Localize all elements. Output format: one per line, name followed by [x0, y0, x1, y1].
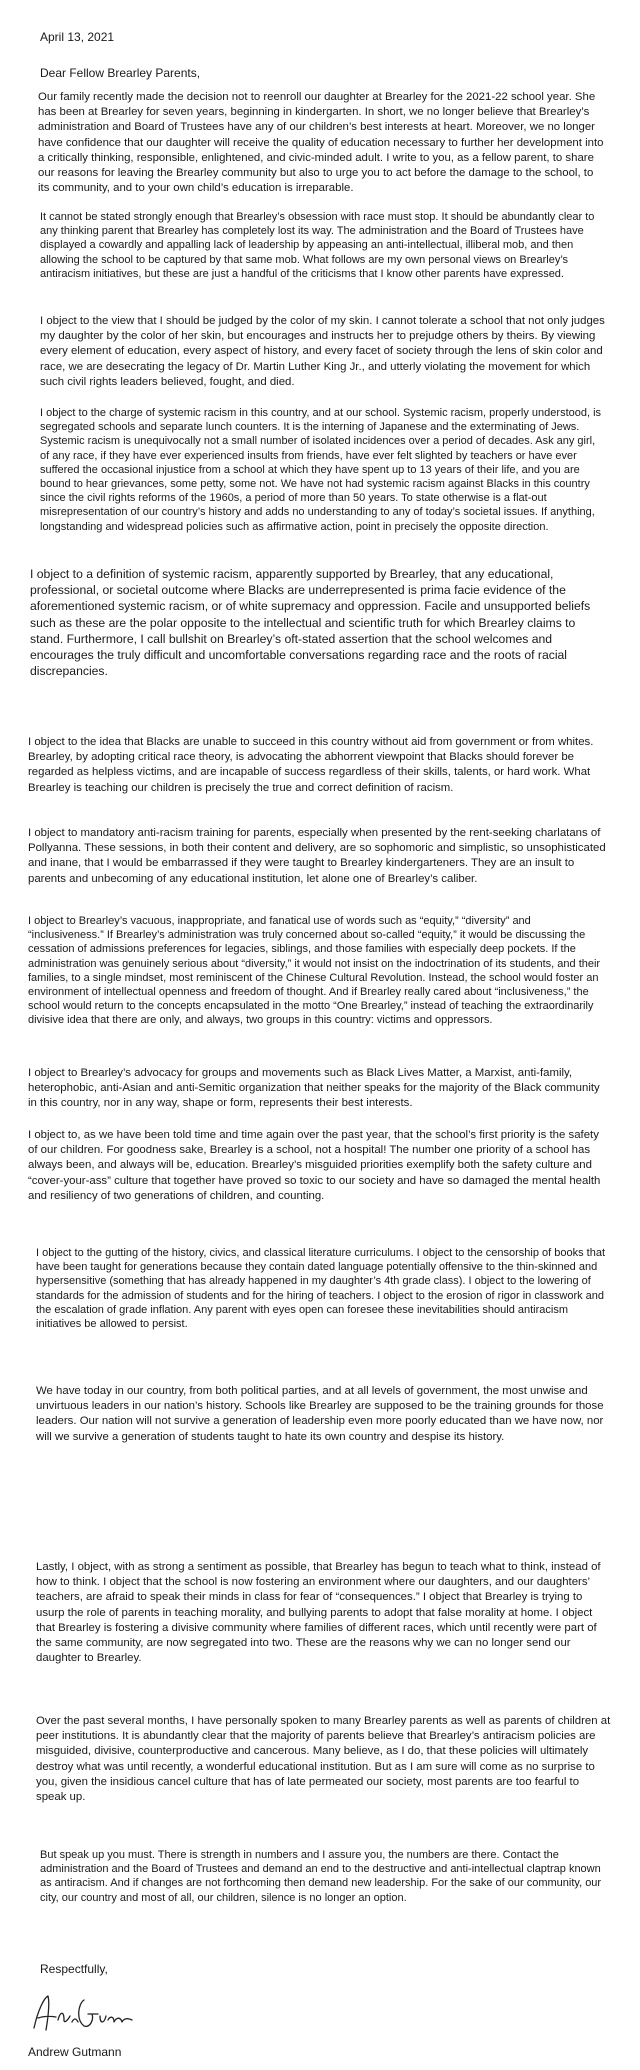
- paragraph-3: I object to the view that I should be judged by the color of my skin. I cannot tolerate a school that not only judges my daughter by the color of her skin, but encourages and instructs her to prejudge others by theirs. By viewing every element of education, every aspect of history, and every facet of society through the lens of skin color and race, we are desecrating the legacy of Dr. Martin Luther King Jr., and utterly violating the movement for which such civil rights leaders believed, fought, and died.: [40, 315, 605, 388]
- paragraph-8: I object to Brearley’s vacuous, inappropriate, and fanatical use of words such as “equity,” “diversity” and “inclusiveness.” If Brearley’s administration was truly concerned about so-called “equity,” it would be discussing the cessation of admissions preferences for legacies, siblings, and those families with especially deep pockets. If the administration was genuinely serious about “diversity,” it would not insist on the indoctrination of its students, and their families, to a single mindset, most reminiscent of the Chinese Cultural Revolution. Instead, the school would foster an environment of intellectual openness and freedom of thought. And if Brearley really cared about “inclusiveness,” the school would return to the concepts encapsulated in the motto “One Brearley,” instead of teaching the extraordinarily divisive idea that there are only, and always, two groups in this country: victims and oppressors.: [28, 915, 601, 1027]
- paragraph-11: I object to the gutting of the history, civics, and classical literature curriculums. I object to the censorship of books that have been taught for generations because they contain dated language potentially offensive to the thin-skinned and hypersensitive (something that has already happened in my daughter’s 4th grade class). I object to the lowering of standards for the admission of students and for the hiring of teachers. I object to the erosion of rigor in classwork and the escalation of grade inflation. Any parent with eyes open can foresee these inevitabilities should antiracism initiatives be allowed to persist.: [36, 1247, 606, 1331]
- paragraph-12: We have today in our country, from both political parties, and at all levels of government, the most unwise and unvirtuous leaders in our nation’s history. Schools like Brearley are supposed to be the training grounds for those leaders. Our nation will not survive a generation of leadership even more poorly educated than we have now, nor will we survive a generation of students taught to hate its own country and despise its history.: [36, 1385, 604, 1443]
- paragraph-2: It cannot be stated strongly enough that Brearley’s obsession with race must stop. It should be abundantly clear to any thinking parent that Brearley has completely lost its way. The administration and the Board of Trustees have displayed a cowardly and appalling lack of leadership by appeasing an anti-intellectual, illiberal mob, and then allowing the school to be captured by that same mob. What follows are my own personal views on Brearley’s antiracism initiatives, but these are just a handful of the criticisms that I know other parents have expressed.: [40, 211, 595, 280]
- paragraph-6: I object to the idea that Blacks are unable to succeed in this country without aid from government or from whites. Brearley, by adopting critical race theory, is advocating the abhorrent viewpoint that Blacks should forever be regarded as helpless victims, and are incapable of success regardless of their skills, talents, or hard work. What Brearley is teaching our children is precisely the true and correct definition of racism.: [28, 736, 594, 794]
- paragraph-9: I object to Brearley’s advocacy for groups and movements such as Black Lives Matter, a Marxist, anti-family, heterophobic, anti-Asian and anti-Semitic organization that neither speaks for the majority of the Black community in this country, nor in any way, shape or form, represents their best interests.: [28, 1067, 600, 1110]
- paragraph-7: I object to mandatory anti-racism training for parents, especially when presented by the rent-seeking charlatans of Pollyanna. These sessions, in both their content and delivery, are so sophomoric and simplistic, so unsophisticated and inane, that I would be embarrassed if they were taught to Brearley kindergarteners. They are an insult to parents and unbecoming of any educational institution, let alone one of Brearley’s caliber.: [28, 827, 606, 885]
- letter-date: April 13, 2021: [40, 30, 115, 44]
- paragraph-14: Over the past several months, I have personally spoken to many Brearley parents as well as parents of children at peer institutions. It is abundantly clear that the majority of parents believe that Brearley’s antiracism policies are misguided, divisive, counterproductive and cancerous. Many believe, as I do, that these policies will ultimately destroy what was until recently, a wonderful educational institution. But as I am sure will come as no surprise to you, given the insidious cancel culture that has of late permeated our society, most parents are too fearful to speak up.: [36, 1715, 611, 1804]
- paragraph-15: But speak up you must. There is strength in numbers and I assure you, the numbers are there. Contact the administration and the Board of Trustees and demand an end to the destructive and anti-intellectual claptrap known as antiracism. And if changes are not forthcoming then demand new leadership. For the sake of our community, our city, our country and most of all, our children, silence is no longer an option.: [40, 1849, 602, 1904]
- handwritten-signature: [28, 1990, 138, 2036]
- paragraph-5: I object to a definition of systemic racism, apparently supported by Brearley, that any educational, professional, or societal outcome where Blacks are underrepresented is prima facie evidence of the aforementioned systemic racism, or of white supremacy and oppression. Facile and unsupported beliefs such as these are the polar opposite to the intellectual and scientific truth for which Brearley claims to stand. Furthermore, I call bullshit on Brearley’s oft-stated assertion that the school welcomes and encourages the truly difficult and uncomfortable conversations regarding race and the roots of racial discrepancies.: [30, 567, 591, 679]
- signer-name: Andrew Gutmann: [28, 2045, 122, 2059]
- salutation: Dear Fellow Brearley Parents,: [40, 66, 201, 80]
- paragraph-10: I object to, as we have been told time and time again over the past year, that the school’s first priority is the safety of our children. For goodness sake, Brearley is a school, not a hospital! The number one priority of a school has always been, and always will be, education. Brearley’s misguided priorities exemplify both the safety culture and “cover-your-ass” culture that together have proved so toxic to our society and have so damaged the mental health and resiliency of two generations of children, and counting.: [28, 1129, 601, 1202]
- closing: Respectfully,: [40, 1962, 108, 1976]
- paragraph-13: Lastly, I object, with as strong a sentiment as possible, that Brearley has begun to teach what to think, instead of how to think. I object that the school is now fostering an environment where our daughters, and our daughters’ teachers, are afraid to speak their minds in class for fear of “consequences.” I object that Brearley is trying to usurp the role of parents in teaching morality, and bullying parents to adopt that false morality at home. I object that Brearley is fostering a divisive community where families of different races, which until recently were part of the same community, are now segregated into two. These are the reasons why we can no longer send our daughter to Brearley.: [36, 1561, 601, 1665]
- paragraph-1: Our family recently made the decision not to reenroll our daughter at Brearley for the 2021-22 school year. She has been at Brearley for seven years, beginning in kindergarten. In short, we no longer believe that Brearley’s administration and Board of Trustees have any of our children’s best interests at heart. Moreover, we no longer have confidence that our daughter will receive the quality of education necessary to further her development into a critically thinking, responsible, enlightened, and civic-minded adult. I write to you, as a fellow parent, to share our reasons for leaving the Brearley community but also to urge you to act before the damage to the school, to its community, and to your own child’s education is irreparable.: [38, 91, 604, 195]
- paragraph-4: I object to the charge of systemic racism in this country, and at our school. Systemic racism, properly understood, is segregated schools and separate lunch counters. It is the interning of Japanese and the exterminating of Jews. Systemic racism is unequivocally not a small number of isolated incidences over a period of decades. Ask any girl, of any race, if they have ever experienced insults from friends, have ever felt slighted by teachers or have ever suffered the occasional injustice from a school at which they have spent up to 13 years of their life, and you are bound to hear grievances, some petty, some not. We have not had systemic racism against Blacks in this country since the civil rights reforms of the 1960s, a period of more than 50 years. To state otherwise is a flat-out misrepresentation of our country’s history and adds no understanding to any of today’s societal issues. If anything, longstanding and widespread policies such as affirmative action, point in precisely the opposite direction.: [40, 407, 602, 533]
